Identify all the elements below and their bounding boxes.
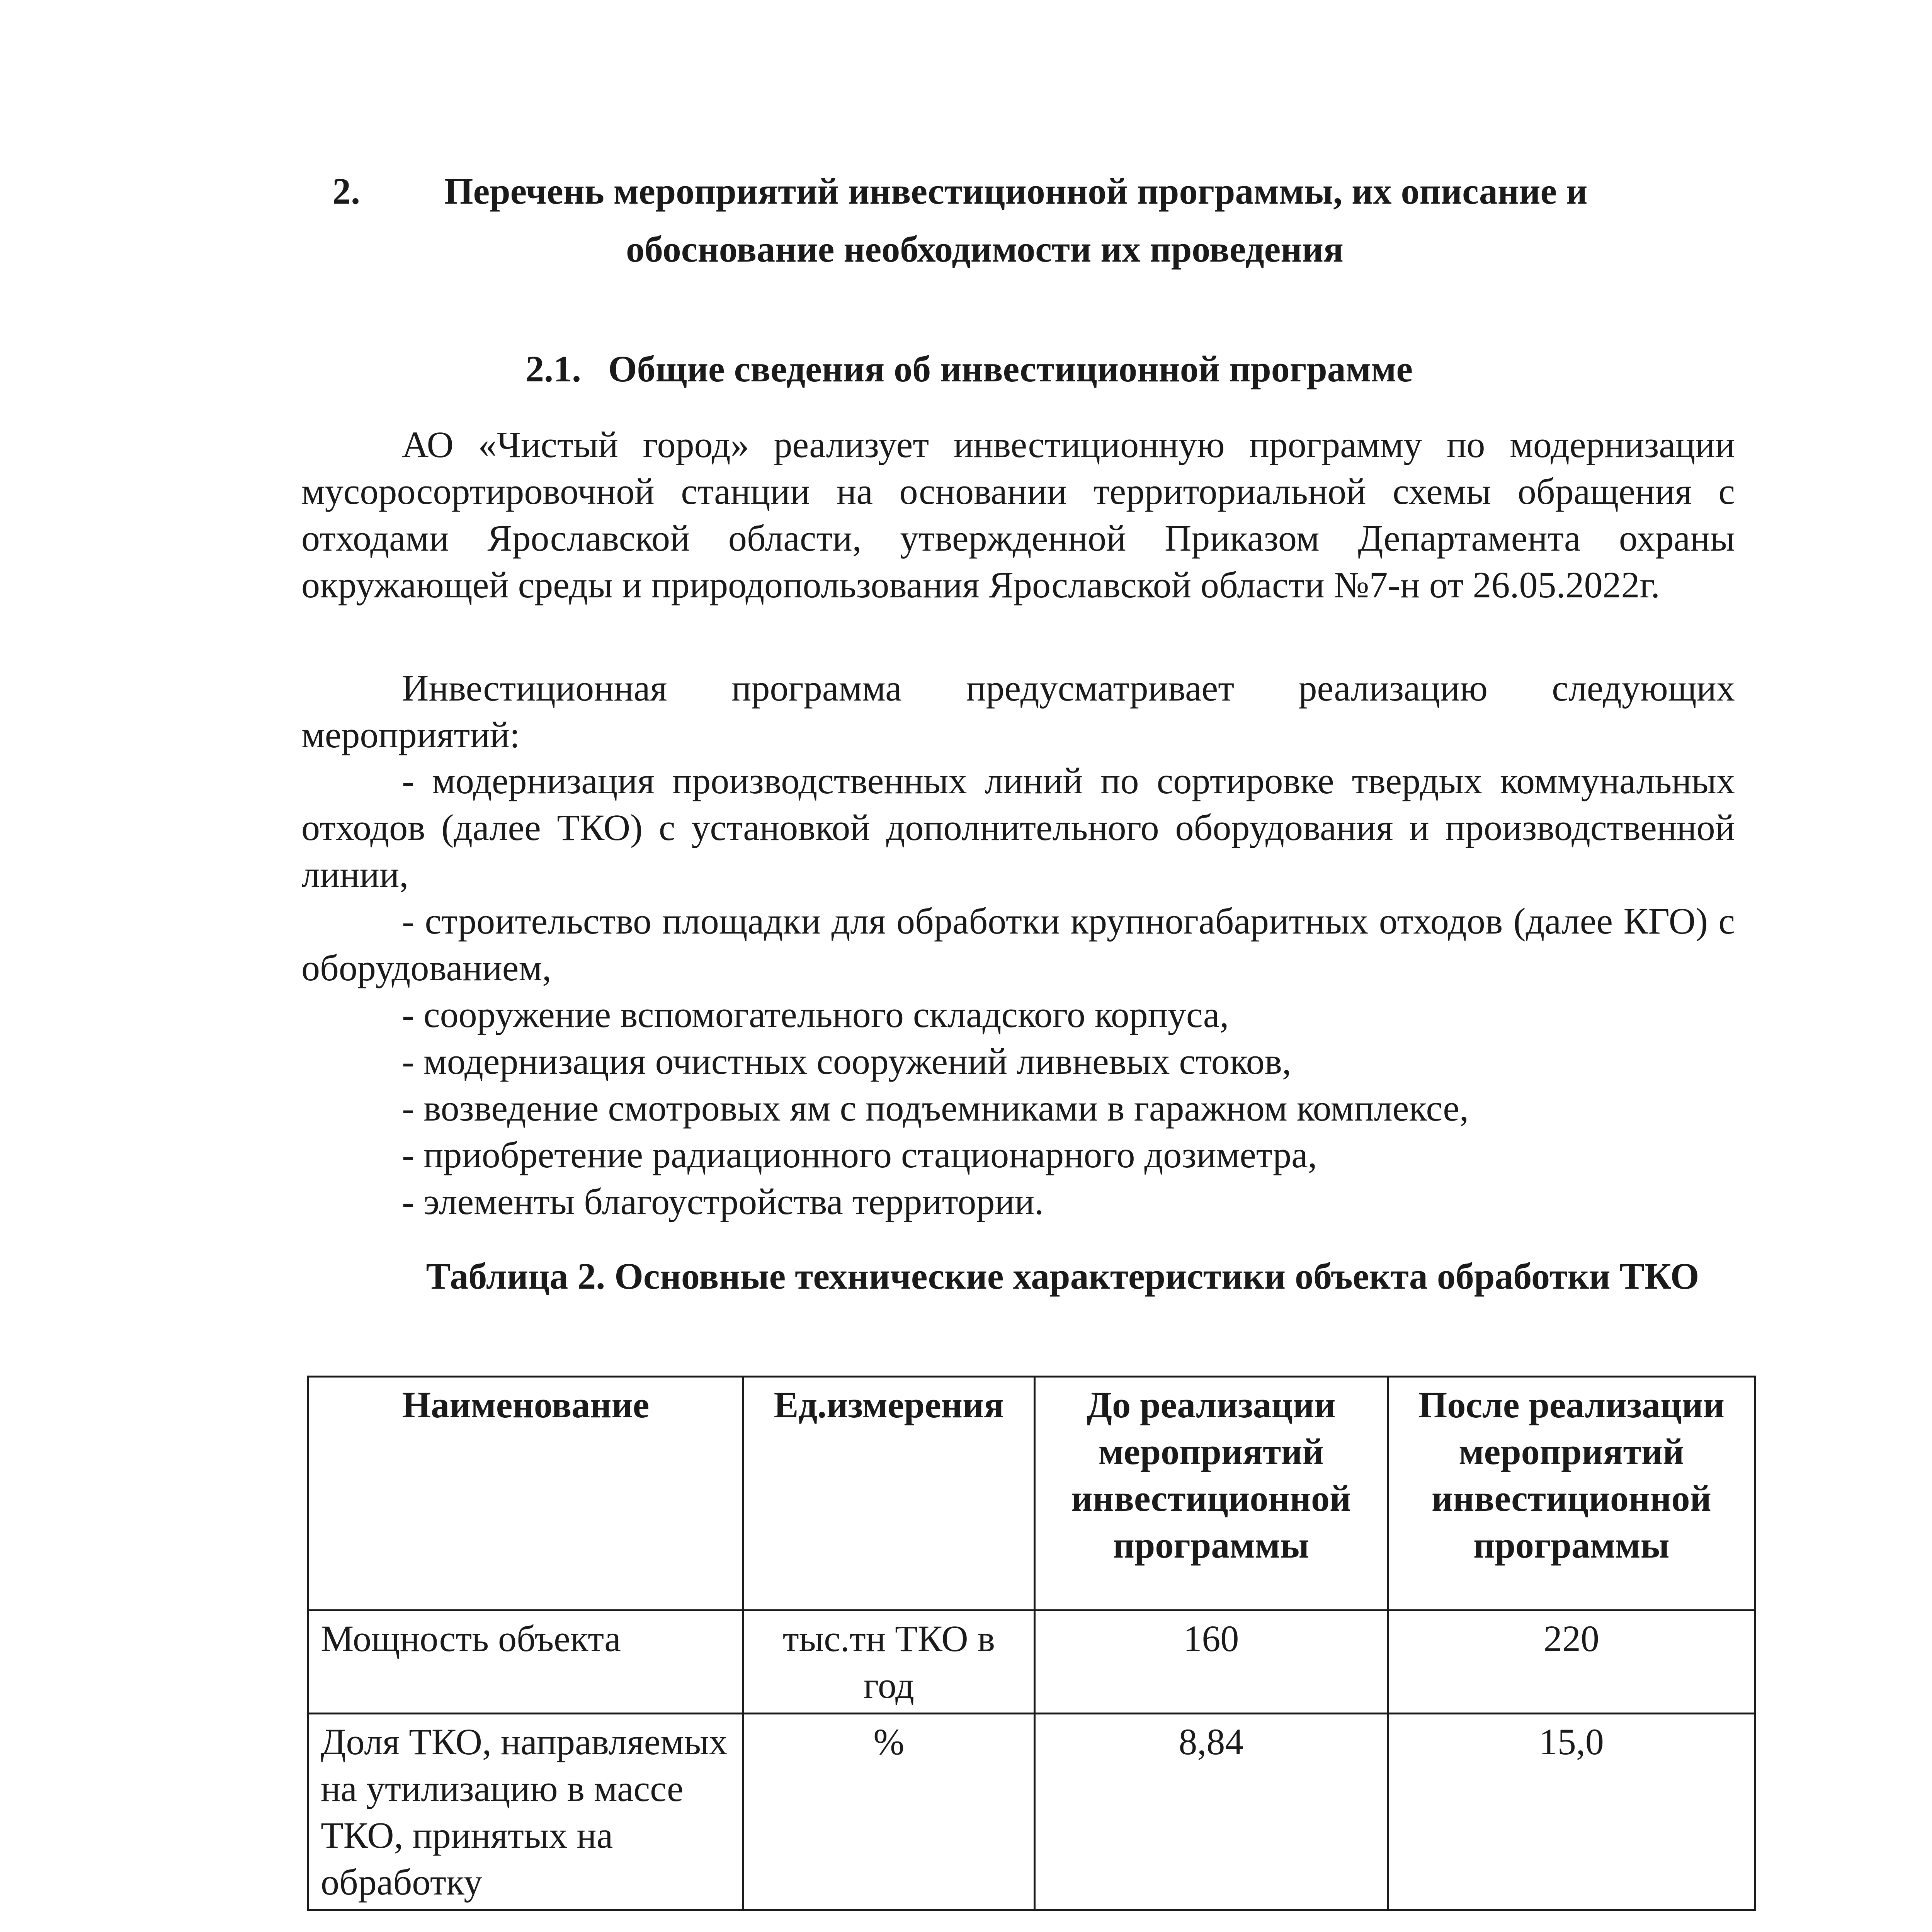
list-item: - модернизация очистных сооружений ливневых стоков, (402, 1041, 1291, 1082)
header-name: Наименование (308, 1377, 743, 1611)
cell-name: Доля ТКО, направляемых на утилизацию в массе ТКО, принятых на обработку (308, 1714, 743, 1910)
list-item: - элементы благоустройства территории. (402, 1181, 1044, 1222)
cell-unit: тыс.тн ТКО в год (743, 1611, 1034, 1714)
section-title-line-1: Перечень мероприятий инвестиционной программы, их описание и (444, 170, 1588, 212)
measures-list (301, 757, 1735, 1225)
cell-before: 160 (1034, 1611, 1388, 1714)
list-item: - возведение смотровых ям с подъемниками в гаражном комплексе, (402, 1087, 1469, 1129)
subsection-heading (526, 344, 1413, 394)
table-row (308, 1714, 1755, 1910)
header-after: После реализации мероприятий инвестиционной программы (1388, 1377, 1755, 1611)
cell-name: Мощность объекта (308, 1611, 743, 1714)
table-header-row (308, 1377, 1755, 1611)
cell-after: 220 (1388, 1611, 1755, 1714)
cell-after: 15,0 (1388, 1714, 1755, 1910)
paragraph-measures-lead: Инвестиционная программа предусматривает реализацию следующих мероприятий: (301, 667, 1735, 755)
header-unit: Ед.измерения (743, 1377, 1034, 1611)
subsection-number: 2.1. (526, 348, 581, 389)
list-item: - приобретение радиационного стационарного дозиметра, (402, 1134, 1317, 1175)
cell-unit: % (743, 1714, 1034, 1910)
table-row (308, 1611, 1755, 1714)
list-item: - модернизация производственных линий по сортировке твердых коммунальных отходов (далее ТКО) с установкой дополнительного оборудования и производственной линии, (301, 760, 1735, 895)
subsection-title: Общие сведения об инвестиционной программе (608, 348, 1413, 389)
header-before: До реализации мероприятий инвестиционной программы (1034, 1377, 1388, 1611)
section-number: 2. (332, 170, 360, 212)
table-caption: Таблица 2. Основные технические характеристики объекта обработки ТКО (426, 1255, 1699, 1297)
specs-table (307, 1376, 1756, 1911)
section-title-line-2: обоснование необходимости их проведения (626, 228, 1344, 270)
list-item: - сооружение вспомогательного складского корпуса, (402, 994, 1229, 1035)
paragraph-intro: АО «Чистый город» реализует инвестиционную программу по модернизации мусоросортировочной станции на основании территориальной схемы обращения с отходами Ярославской области, утвержденной Приказом Департамента охраны окружающей среды и природопользования Ярославской области №7-н от 26.05.2022г. (301, 424, 1735, 605)
list-item: - строительство площадки для обработки крупногабаритных отходов (далее КГО) с оборудованием, (301, 900, 1735, 988)
cell-before: 8,84 (1034, 1714, 1388, 1910)
